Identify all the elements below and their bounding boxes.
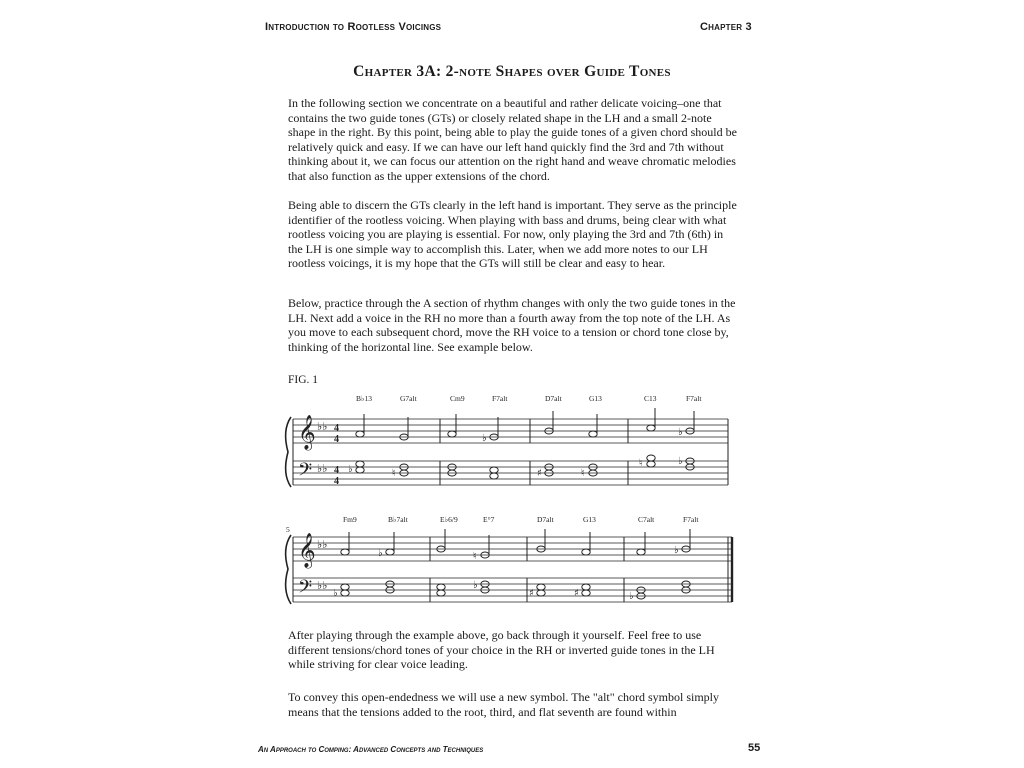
note-head: [637, 549, 645, 555]
note-head: [647, 455, 655, 461]
sharp-accidental: ♯: [529, 588, 534, 599]
note-head: [437, 590, 445, 596]
barlines-2: [293, 537, 732, 602]
note-head: [448, 431, 456, 437]
flat-accidental: ♭: [378, 548, 383, 559]
brace: [286, 417, 291, 487]
note-head: [537, 590, 545, 596]
paragraph-1: In the following section we concentrate on a beautiful and rather delicate voicing–one that contains the two guide tones (GTs) or closely related shape in the LH and a small 2-note shape in the right. By this point, being able to play the guide tones of a given chord should be relatively quick and easy. If we can have our left hand quickly find the 3rd and 7th without thinking about it, we can focus our attention on the right hand and weave chromatic melodies that also function as the upper extensions of the chord.: [288, 96, 737, 183]
note-head: [589, 431, 597, 437]
flat-accidental: ♭: [348, 464, 353, 475]
chord-symbol: F7alt: [686, 394, 702, 403]
sharp-accidental: ♯: [574, 588, 579, 599]
note-head: [490, 467, 498, 473]
natural-accidental: ♮: [581, 468, 585, 479]
note-head: [537, 584, 545, 590]
chord-symbol: D7alt: [545, 394, 562, 403]
flat-accidental: ♭: [678, 427, 683, 438]
chord-symbol: Cm9: [450, 394, 465, 403]
treble-clef-icon: 𝄞: [298, 534, 316, 567]
note-head: [647, 425, 655, 431]
measure-number: 5: [286, 525, 290, 534]
natural-accidental: ♮: [473, 551, 477, 562]
chord-symbol: B♭13: [356, 394, 373, 403]
time-signature-top: 4: [334, 423, 339, 434]
paragraph-2: Being able to discern the GTs clearly in the left hand is important. They serve as the principle identifier of the rootless voicing. When playing with bass and drums, being clear with what rootless voicing you are playing is essential. For now, only playing the 3rd and 7th (6th) in the LH is one simple way to accomplish this. Later, when we add more notes to our LH rootless voicings, it is my hope that the GTs will still be clear and easy to hear.: [288, 198, 737, 271]
note-head: [490, 473, 498, 479]
bass-clef-icon: 𝄢: [298, 459, 313, 484]
chord-symbol: E♭6/9: [440, 515, 458, 524]
key-signature-flats: ♭♭: [317, 421, 328, 433]
chord-symbol: Fm9: [343, 515, 357, 524]
time-signature-top-b: 4: [334, 434, 339, 445]
running-header-right: Chapter 3: [700, 21, 752, 33]
system-1: [286, 417, 728, 487]
running-header-left: Introduction to Rootless Voicings: [265, 21, 442, 33]
notes-system-2: [341, 529, 690, 599]
brace: [286, 535, 291, 604]
chord-symbol: C13: [644, 394, 657, 403]
note-head: [341, 590, 349, 596]
flat-accidental: ♭: [674, 545, 679, 556]
chord-symbol: D7alt: [537, 515, 554, 524]
chord-symbol: C7alt: [638, 515, 655, 524]
paragraph-3: Below, practice through the A section of rhythm changes with only the two guide tones in the LH. Next add a voice in the RH no more than a fourth away from the top note of the LH. As you move to each subsequent chord, move the RH voice to a tension or chord tone close by, thinking of the horizontal line. See example below.: [288, 296, 736, 354]
note-head: [341, 584, 349, 590]
time-signature-bass: 4: [334, 465, 339, 476]
note-head: [582, 590, 590, 596]
running-footer: An Approach to Comping: Advanced Concepts and Techniques: [258, 745, 484, 754]
paragraph-5: To convey this open-endedness we will use a new symbol. The "alt" chord symbol simply means that the tensions added to the root, third, and flat seventh are found within: [288, 690, 719, 719]
chord-symbol: F7alt: [683, 515, 699, 524]
note-head: [386, 549, 394, 555]
chord-symbol: B♭7alt: [388, 515, 408, 524]
time-signature-bass-b: 4: [334, 476, 339, 487]
key-signature-flats: ♭♭: [317, 539, 328, 551]
note-head: [582, 549, 590, 555]
barlines-1: [293, 419, 728, 485]
bass-staff-2: [293, 578, 732, 602]
flat-accidental: ♭: [629, 591, 634, 602]
figure-label: FIG. 1: [288, 374, 319, 386]
flat-accidental: ♭: [473, 580, 478, 591]
note-head: [356, 431, 364, 437]
chord-symbol: G13: [583, 515, 596, 524]
flat-accidental: ♭: [678, 456, 683, 467]
note-head: [356, 461, 364, 467]
chord-symbol: E°7: [483, 515, 495, 524]
note-head: [437, 584, 445, 590]
natural-accidental: ♮: [392, 468, 396, 479]
note-head: [341, 549, 349, 555]
natural-accidental: ♮: [639, 458, 643, 469]
sharp-accidental: ♯: [537, 468, 542, 479]
section-title: Chapter 3A: 2-note Shapes over Guide Tones: [353, 63, 671, 80]
chord-symbol: G13: [589, 394, 602, 403]
note-head: [582, 584, 590, 590]
chord-symbol: G7alt: [400, 394, 417, 403]
paragraph-4: After playing through the example above, go back through it yourself. Feel free to use different tensions/chord tones of your choice in the RH or inverted guide tones in the LH while striving for clear voice leading.: [288, 628, 715, 672]
key-signature-flats-bass: ♭♭: [317, 580, 328, 592]
bass-clef-icon: 𝄢: [298, 576, 313, 601]
key-signature-flats-bass: ♭♭: [317, 463, 328, 475]
flat-accidental: ♭: [482, 433, 487, 444]
flat-accidental: ♭: [333, 588, 338, 599]
chord-symbol: F7alt: [492, 394, 508, 403]
note-head: [356, 467, 364, 473]
page-number: 55: [748, 742, 761, 754]
note-head: [647, 461, 655, 467]
system-2: [286, 535, 732, 604]
treble-clef-icon: 𝄞: [298, 416, 316, 449]
treble-staff-2: [293, 537, 732, 561]
